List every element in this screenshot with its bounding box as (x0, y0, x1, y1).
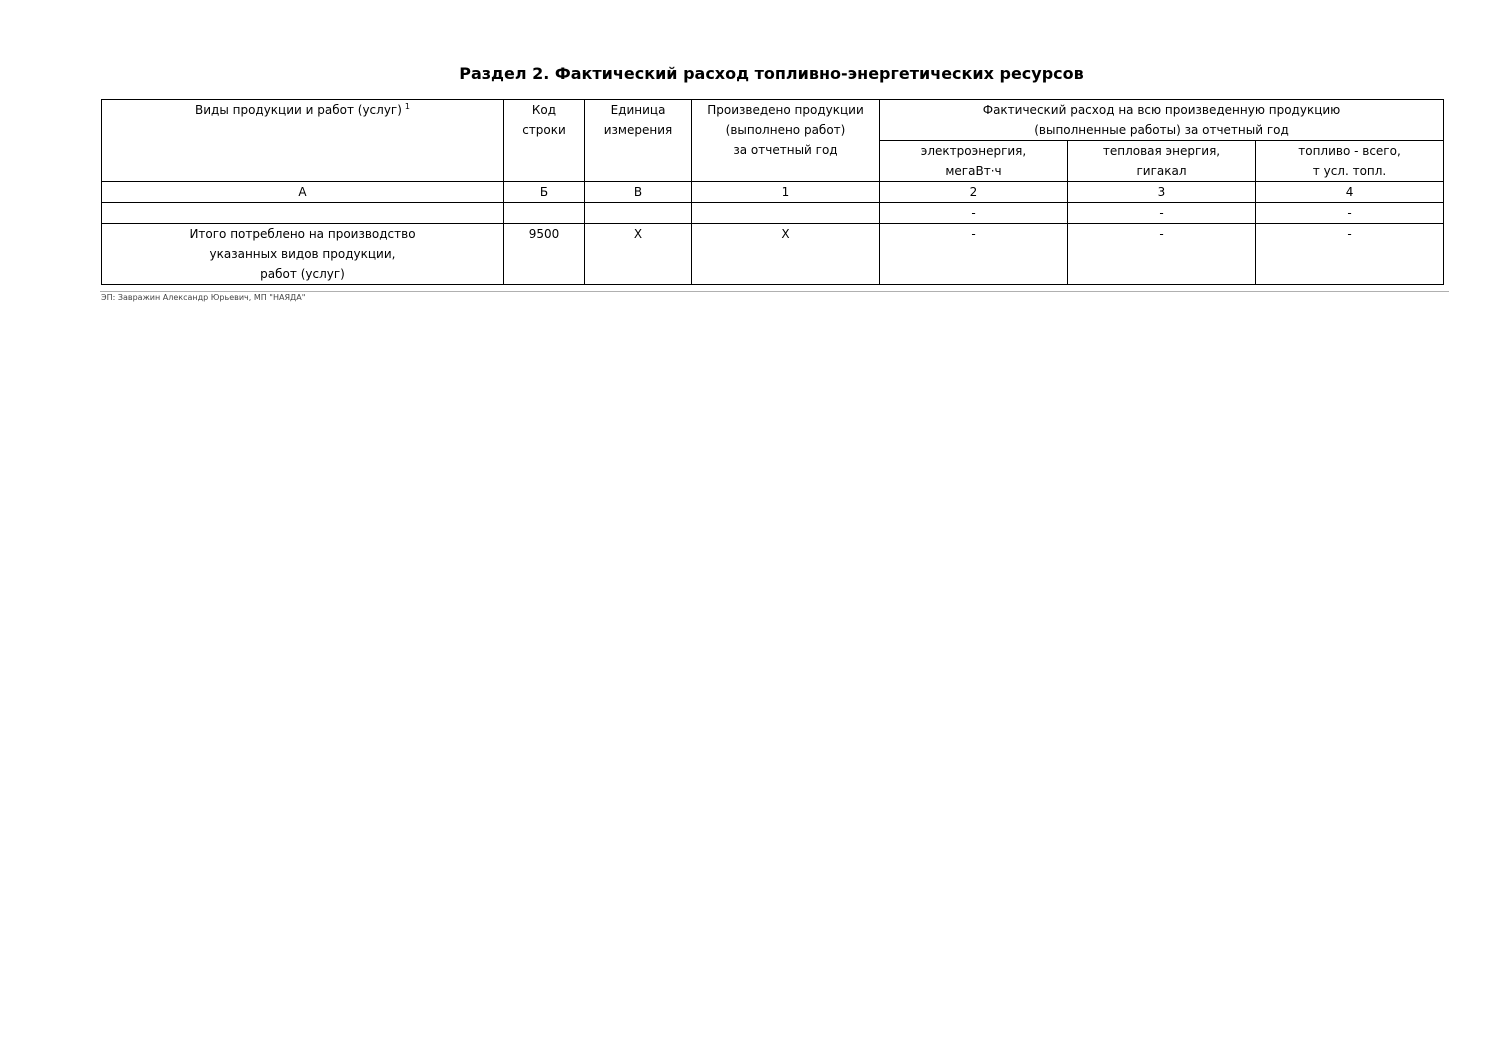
cell-fuel: - (1256, 203, 1444, 224)
table-row (102, 203, 1444, 224)
header-heat: тепловая энергия, гигакал (1068, 141, 1256, 182)
column-code-b: Б (504, 182, 585, 203)
column-code-2: 2 (880, 182, 1068, 203)
section-title: Раздел 2. Фактический расход топливно-энергетических ресурсов (459, 64, 1084, 83)
header-product-types-label: Виды продукции и работ (услуг) (194, 103, 402, 117)
electronic-signature: ЭП: Завражин Александр Юрьевич, МП "НАЯДА" (101, 293, 306, 302)
cell-product (102, 203, 504, 224)
column-code-4: 4 (1256, 182, 1444, 203)
header-produced: Произведено продукции (выполнено работ) за отчетный год (692, 100, 880, 182)
cell-heat: - (1068, 203, 1256, 224)
header-electricity: электроэнергия, мегаВт·ч (880, 141, 1068, 182)
header-unit: Единица измерения (585, 100, 692, 182)
total-code: 9500 (504, 224, 585, 285)
total-electricity: - (880, 224, 1068, 285)
total-row (102, 224, 1444, 285)
footer-divider (100, 291, 1449, 292)
footnote-marker: 1 (404, 102, 410, 111)
cell-electricity: - (880, 203, 1068, 224)
cell-produced (692, 203, 880, 224)
total-produced: X (692, 224, 880, 285)
total-fuel: - (1256, 224, 1444, 285)
column-code-a: А (102, 182, 504, 203)
header-product-types (102, 100, 504, 182)
header-actual-consumption: Фактический расход на всю произведенную продукцию (выполненные работы) за отчетный год (880, 100, 1444, 141)
cell-unit (585, 203, 692, 224)
column-code-v: В (585, 182, 692, 203)
header-row-top (102, 100, 1444, 141)
cell-code (504, 203, 585, 224)
fuel-energy-consumption-table (101, 99, 1444, 285)
column-codes-row (102, 182, 1444, 203)
header-row-code: Код строки (504, 100, 585, 182)
column-code-3: 3 (1068, 182, 1256, 203)
total-label: Итого потреблено на производство указанных видов продукции, работ (услуг) (102, 224, 504, 285)
total-heat: - (1068, 224, 1256, 285)
header-fuel: топливо - всего, т усл. топл. (1256, 141, 1444, 182)
column-code-1: 1 (692, 182, 880, 203)
total-unit: X (585, 224, 692, 285)
